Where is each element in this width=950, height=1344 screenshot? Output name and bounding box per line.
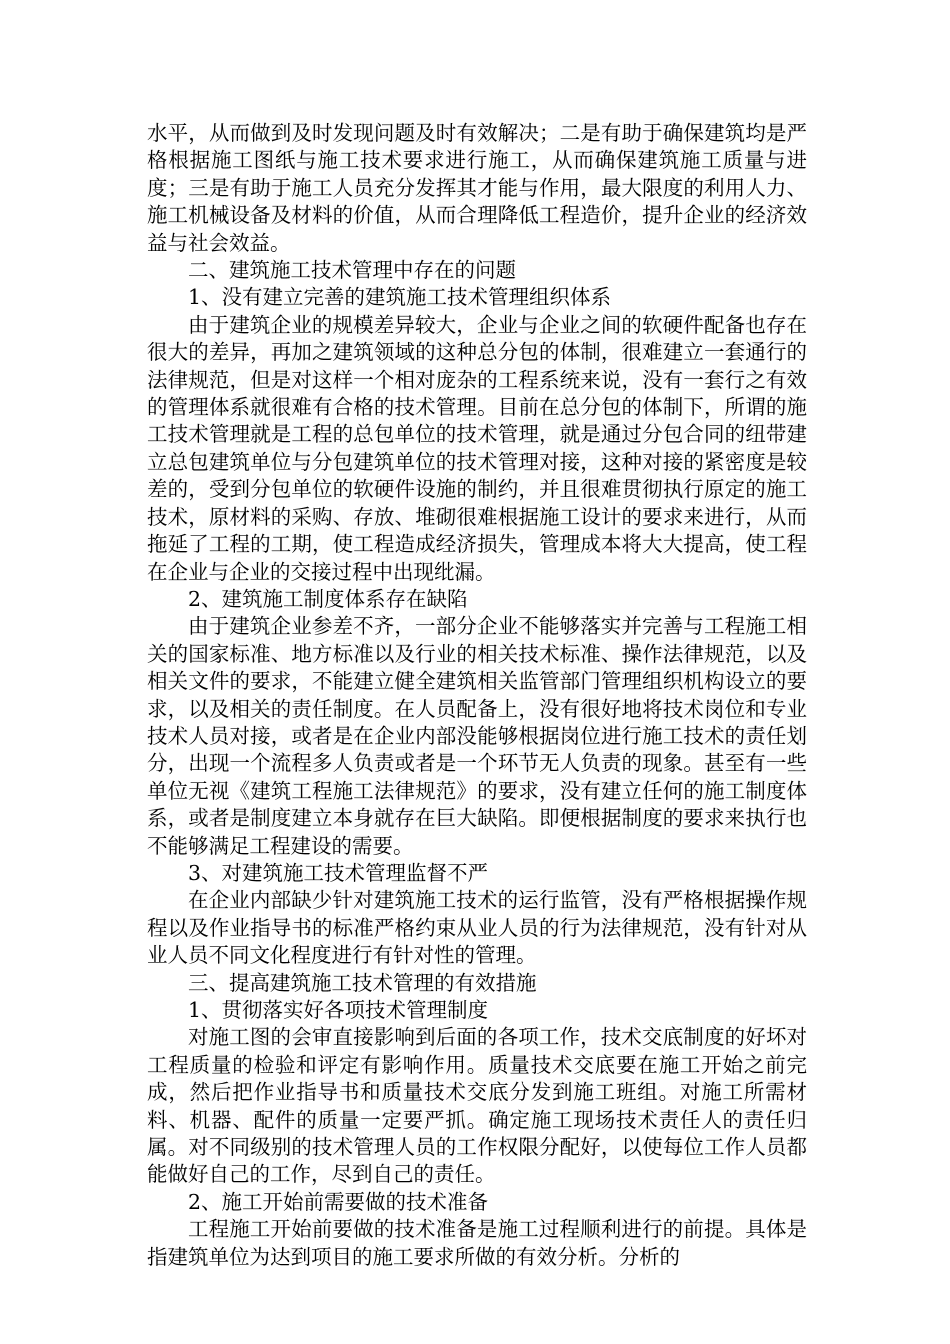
subheading-3-1: 1、贯彻落实好各项技术管理制度: [188, 998, 489, 1022]
paragraph-2-1: 由于建筑企业的规模差异较大，企业与企业之间的软硬件配备也存在很大的差异，再加之建筑领域的这种总分包的体制，很难建立一套通行的法律规范，但是对这样一个相对庞杂的工程系统来说，没有一套行之有效的管理体系就很难有合格的技术管理。目前在总分包的体制下，所谓的施工技术管理就是工程的总包单位的技术管理，就是通过分包合同的纽带建立总包建筑单位与分包建筑单位的技术管理对接，这种对接的紧密度是较差的，受到分包单位的软硬件设施的制约，并且很难贯彻执行原定的施工技术，原材料的采购、存放、堆砌很难根据施工设计的要求来进行，从而拖延了工程的工期，使工程造成经济损失，管理成本将大大提高，使工程在企业与企业的交接过程中出现纰漏。: [147, 312, 807, 584]
subheading-2-1: 1、没有建立完善的建筑施工技术管理组织体系: [188, 285, 612, 310]
document-body: [147, 120, 807, 1271]
subheading-2-3: 3、对建筑施工技术管理监督不严: [188, 860, 489, 885]
paragraph-2-2: 由于建筑企业参差不齐，一部分企业不能够落实并完善与工程施工相关的国家标准、地方标准以及行业的相关技术标准、操作法律规范，以及相关文件的要求，不能建立健全建筑相关监管部门管理组织机构设立的要求，以及相关的责任制度。在人员配备上，没有很好地将技术岗位和专业技术人员对接，或者是在企业内部没能够根据岗位进行施工技术的责任划分，出现一个流程多人负责或者是一个环节无人负责的现象。甚至有一些单位无视《建筑工程施工法律规范》的要求，没有建立任何的施工制度体系，或者是制度建立本身就存在巨大缺陷。即便根据制度的要求来执行也不能够满足工程建设的需要。: [147, 614, 807, 858]
paragraph-intro: 水平，从而做到及时发现问题及时有效解决；二是有助于确保建筑均是严格根据施工图纸与施工技术要求进行施工，从而确保建筑施工质量与进度；三是有助于施工人员充分发挥其才能与作用，最大限度的利用人力、施工机械设备及材料的价值，从而合理降低工程造价，提升企业的经济效益与社会效益。: [147, 121, 807, 255]
subheading-3-2: 2、施工开始前需要做的技术准备: [188, 1189, 489, 1214]
section-heading-3: 三、提高建筑施工技术管理的有效措施: [188, 970, 537, 995]
paragraph-3-2: 工程施工开始前要做的技术准备是施工过程顺利进行的前提。具体是指建筑单位为达到项目的施工要求所做的有效分析。分析的: [147, 1217, 807, 1269]
subheading-2-2: 2、建筑施工制度体系存在缺陷: [188, 586, 468, 611]
paragraph-3-1: 对施工图的会审直接影响到后面的各项工作，技术交底制度的好坏对工程质量的检验和评定有影响作用。质量技术交底要在施工开始之前完成，然后把作业指导书和质量技术交底分发到施工班组。对施工所需材料、机器、配件的质量一定要严抓。确定施工现场技术责任人的责任归属。对不同级别的技术管理人员的工作权限分配好，以使每位工作人员都能做好自己的工作，尽到自己的责任。: [147, 1025, 807, 1187]
paragraph-2-3: 在企业内部缺少针对建筑施工技术的运行监管，没有严格根据操作规程以及作业指导书的标准严格约束从业人员的行为法律规范，没有针对从业人员不同文化程度进行有针对性的管理。: [147, 888, 807, 968]
section-heading-2: 二、建筑施工技术管理中存在的问题: [188, 258, 516, 283]
